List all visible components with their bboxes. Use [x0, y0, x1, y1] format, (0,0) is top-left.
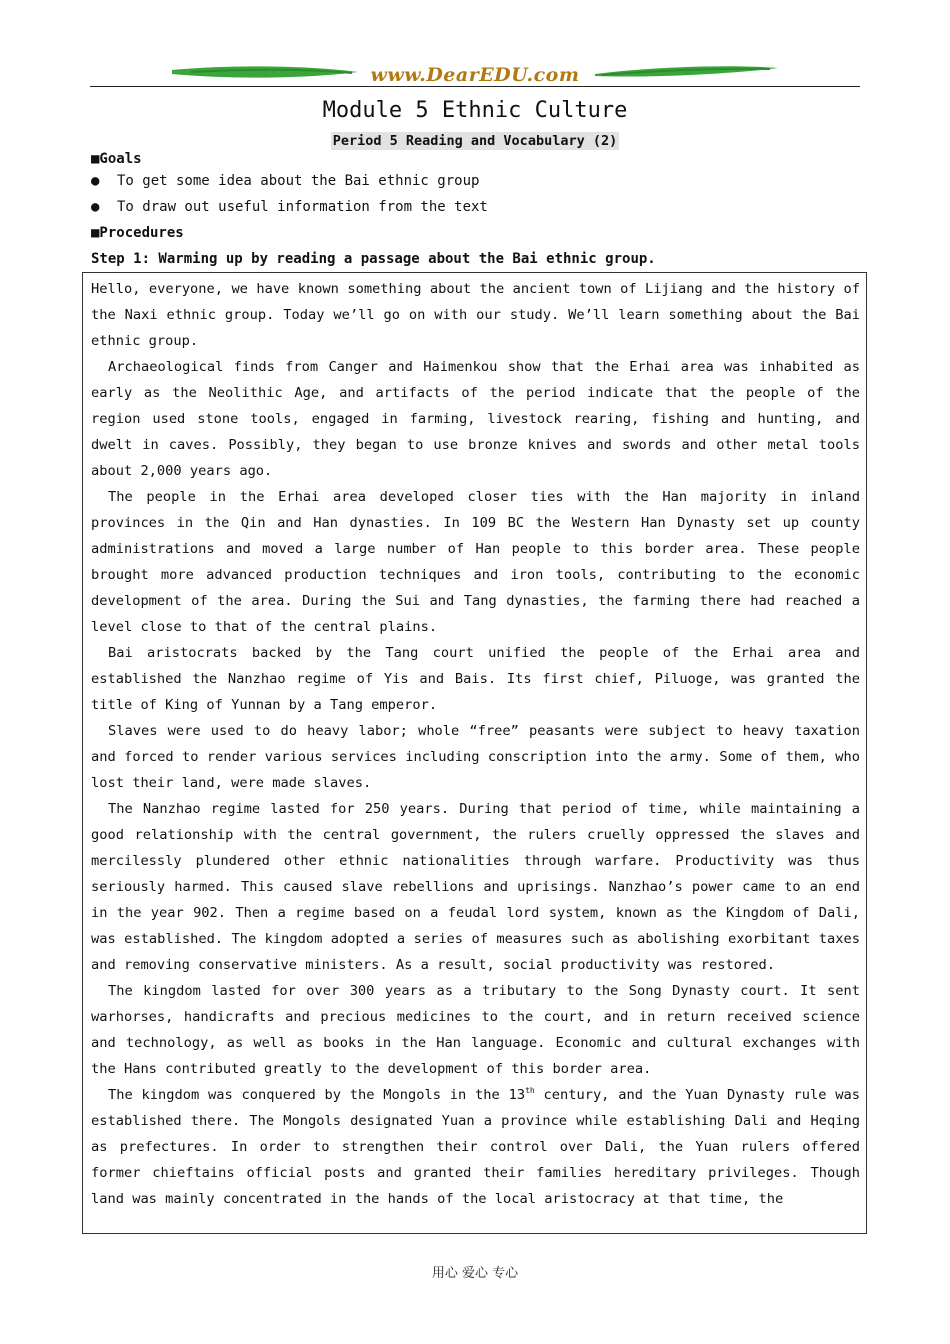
step-1-heading: Step 1: Warming up by reading a passage about the Bai ethnic group.: [91, 251, 656, 267]
passage-paragraph: [91, 1082, 860, 1212]
goal-text: To get some idea about the Bai ethnic group: [117, 173, 480, 189]
bullet-icon: ●: [91, 173, 100, 189]
passage-text: [91, 276, 860, 1212]
page-subtitle: Period 5 Reading and Vocabulary (2): [332, 133, 618, 149]
bullet-icon: ●: [91, 199, 100, 215]
goals-heading: ■Goals: [91, 151, 142, 167]
passage-paragraph: The Nanzhao regime lasted for 250 years. During that period of time, while maintaining a good relationship with the central government, the rulers cruelly oppressed the slaves and mercilessly plundered other ethnic nationalities through warfare. Productivity was thus seriously harmed. This caused slave rebellions and uprisings. Nanzhao’s power came to an end in the year 902. Then a regime based on a feudal lord system, known as the Kingdom of Dali, was established. The kingdom adopted a series of measures such as abolishing exorbitant taxes and removing conservative ministers. As a result, social productivity was restored.: [91, 801, 860, 973]
paragraph-text: century, and the Yuan Dynasty rule was established there. The Mongols designated Yuan a province while establishing Dali and Heqing as prefectures. In order to strengthen their control over Dali, the Yuan rulers offered former chieftains official posts and granted their families hereditary privileges. Though land was mainly concentrated in the hands of the local aristocracy at that time, the: [91, 1087, 860, 1207]
procedures-heading: ■Procedures: [91, 225, 184, 241]
passage-paragraph: Slaves were used to do heavy labor; whole “free” peasants were subject to heavy taxation and forced to render various services including conscription into the army. Some of them, who lost their land, were made slaves.: [91, 723, 860, 791]
ordinal-suffix: th: [525, 1086, 535, 1095]
subtitle-wrap: [0, 130, 950, 150]
header-rule: [90, 86, 860, 87]
passage-paragraph: The people in the Erhai area developed closer ties with the Han majority in inland provinces in the Qin and Han dynasties. In 109 BC the Western Han Dynasty set up county administrations and moved a large number of Han people to this border area. These people brought more advanced production techniques and iron tools, contributing to the economic development of the area. During the Sui and Tang dynasties, the farming there had reached a level close to that of the central plains.: [91, 489, 860, 635]
passage-paragraph: Bai aristocrats backed by the Tang court unified the people of the Erhai area and established the Nanzhao regime of Yis and Bais. Its first chief, Piluoge, was granted the title of King of Yunnan by a Tang emperor.: [91, 645, 860, 713]
page-footer: 用心 爱心 专心: [431, 1266, 519, 1281]
goal-text: To draw out useful information from the text: [117, 199, 488, 215]
paragraph-text: The kingdom was conquered by the Mongols in the 13: [108, 1087, 526, 1103]
passage-paragraph: Archaeological finds from Canger and Haimenkou show that the Erhai area was inhabited as early as the Neolithic Age, and artifacts of the period indicate that the people of the region used stone tools, engaged in farming, livestock rearing, fishing and hunting, and dwelt in caves. Possibly, they began to use bronze knives and swords and other metal tools about 2,000 years ago.: [91, 359, 860, 479]
page-title: Module 5 Ethnic Culture: [322, 98, 628, 123]
passage-box: [82, 272, 867, 1234]
passage-paragraph: The kingdom lasted for over 300 years as a tributary to the Song Dynasty court. It sent warhorses, handicrafts and precious medicines to the court, and in return received science and technology, as well as books in the Han language. Economic and cultural exchanges with the Hans contributed greatly to the development of this border area.: [91, 983, 860, 1077]
site-logo: www.DearEDU.com: [370, 64, 580, 86]
goal-item: [91, 173, 479, 189]
goal-item: [91, 199, 488, 215]
passage-paragraph: Hello, everyone, we have known something about the ancient town of Lijiang and the history of the Naxi ethnic group. Today we’ll go on with our study. We’ll learn something about the Bai ethnic group.: [91, 281, 860, 349]
